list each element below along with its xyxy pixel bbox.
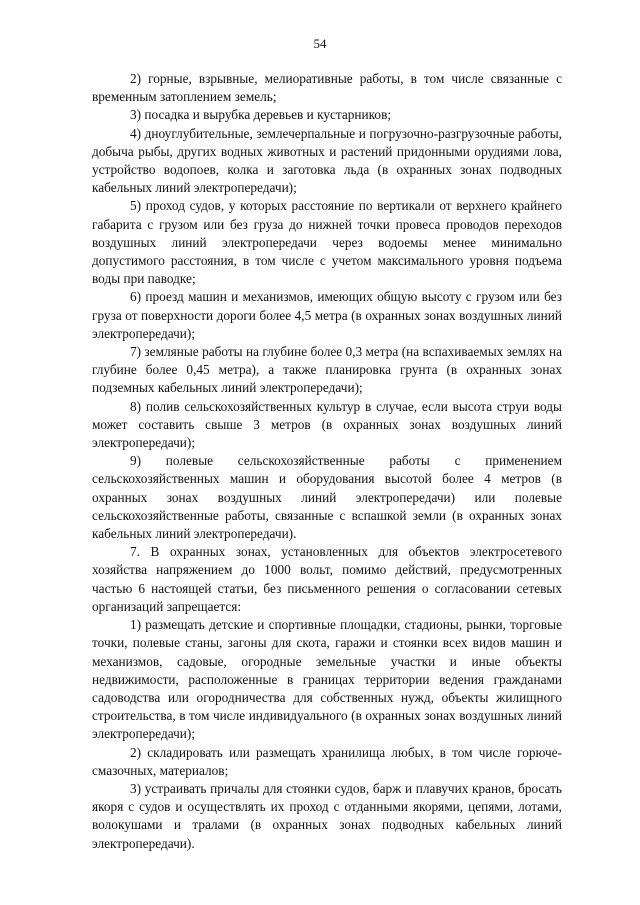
section-7-item-2: 2) складировать или размещать хранилища любых, в том числе горюче-смазочных, материалов; [92, 744, 562, 778]
paragraph-8-irrigation: 8) полив сельскохозяйственных культур в случае, если высота струи воды может составить свыше 3 метров (в охранных зонах воздушных линий электропередачи); [92, 398, 562, 451]
section-7-item-3: 3) устраивать причалы для стоянки судов, барж и плавучих кранов, бросать якоря с судов и осуществлять их проход с отданными якорями, цепями, лотами, волокушами и тралами (в охранных зонах подводных кабельных линий электропередачи). [92, 780, 562, 851]
paragraph-5-ship-passage: 5) проход судов, у которых расстояние по вертикали от верхнего крайнего габарита с грузом или без груза до нижней точки провеса проводов переходов воздушных линий электропередачи через водоемы менее минимально допустимого расстояния, в том числе с учетом максимального уровня подъема воды при паводке; [92, 198, 562, 287]
paragraph-4-dredging-works: 4) дноуглубительные, землечерпальные и погрузочно-разгрузочные работы, добыча рыбы, других водных животных и растений придонными орудиями лова, устройство водопоев, колка и заготовка льда (в охранных зонах подводных кабельных линий электропередачи); [92, 125, 562, 196]
page-number: 54 [313, 36, 327, 51]
section-7-item-1: 1) размещать детские и спортивные площадки, стадионы, рынки, торговые точки, полевые станы, загоны для скота, гаражи и стоянки всех видов машин и механизмов, садовые, огородные земельные участки и иные объекты недвижимости, расположенные в границах территории ведения гражданами садоводства или огородничества для собственных нужд, объекты жилищного строительства, в том числе индивидуального (в охранных зонах воздушных линий электропередачи); [92, 617, 562, 742]
paragraph-2-mining-works: 2) горные, взрывные, мелиоративные работы, в том числе связанные с временным затоплением земель; [92, 71, 562, 105]
document-body [92, 70, 562, 853]
paragraph-7-earthworks: 7) земляные работы на глубине более 0,3 метра (на вспахиваемых землях на глубине более 0,45 метра), а также планировка грунта (в охранных зонах подземных кабельных линий электропередачи); [92, 344, 562, 396]
paragraph-6-vehicle-passage: 6) проезд машин и механизмов, имеющих общую высоту с грузом или без груза от поверхности дороги более 4,5 метра (в охранных зонах воздушных линий электропередачи); [92, 289, 562, 341]
paragraph-9-field-works: 9) полевые сельскохозяйственные работы с применением сельскохозяйственных машин и оборудования высотой более 4 метров (в охранных зонах воздушных линий электропередачи) или полевые сельскохозяйственные работы, связанные с вспашкой земли (в охранных зонах кабельных линий электропередачи). [92, 453, 562, 542]
section-7-intro: 7. В охранных зонах, установленных для объектов электросетевого хозяйства напряжением до 1000 вольт, помимо действий, предусмотренных частью 6 настоящей статьи, без письменного решения о согласовании сетевых организаций запрещается: [92, 544, 562, 614]
paragraph-3-tree-planting: 3) посадка и вырубка деревьев и кустарников; [130, 107, 392, 123]
